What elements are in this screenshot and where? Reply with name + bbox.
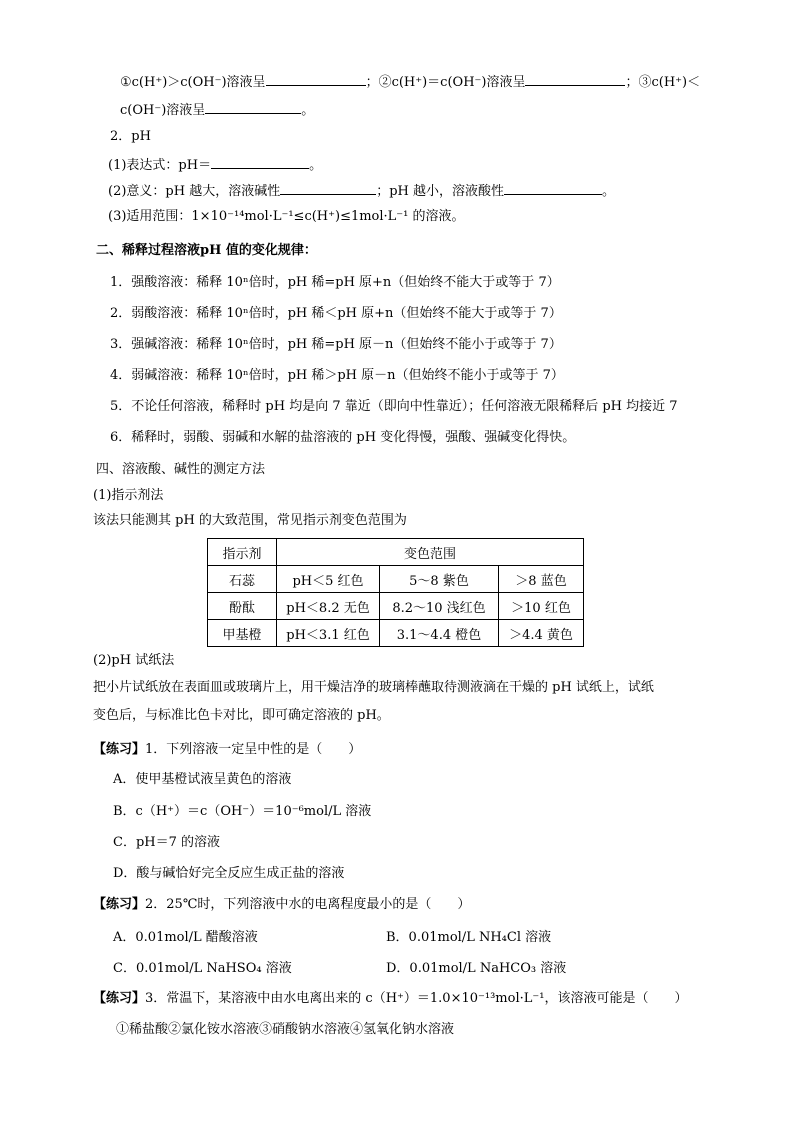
exercise-3-question — [93, 990, 687, 1008]
indicator-method-desc: 该法只能测其 pH 的大致范围，常见指示剂变色范围为 — [93, 513, 407, 528]
exercise-tag: 【练习】 — [93, 897, 146, 912]
case-1-text: ①c(H⁺)＞c(OH⁻)溶液呈 — [120, 75, 266, 90]
table-cell: 8.2～10 浅红色 — [380, 593, 499, 620]
case-3-cont: c(OH⁻)溶液呈 — [120, 103, 206, 118]
dilution-item-5: 5．不论任何溶液，稀释时 pH 均是向 7 靠近（即向中性靠近）；任何溶液无限稀释后 pH 均接近 7 — [110, 399, 678, 414]
dilution-item-6: 6．稀释时，弱酸、弱碱和水解的盐溶液的 pH 变化得慢，强酸、强碱变化得快。 — [110, 430, 576, 445]
table-cell: ＞4.4 黄色 — [499, 620, 584, 647]
exercise-2-option-d: D．0.01mol/L NaHCO₃ 溶液 — [386, 961, 567, 976]
exercise-1-option-b: B．c（H⁺）＝c（OH⁻）＝10⁻⁶mol/L 溶液 — [113, 804, 372, 819]
exercise-1-question — [93, 741, 361, 759]
table-cell: 甲基橙 — [208, 620, 277, 647]
table-header-cell: 变色范围 — [277, 539, 584, 566]
period: 。 — [301, 103, 315, 118]
exercise-question-text: 2．25℃时，下列溶液中水的电离程度最小的是（ ） — [145, 897, 471, 912]
dilution-item-1: 1．强酸溶液：稀释 10ⁿ倍时，pH 稀=pH 原+n（但始终不能大于或等于 7） — [110, 275, 560, 290]
ph-heading: 2．pH — [110, 129, 151, 144]
ph-paper-method-desc-1: 把小片试纸放在表面皿或玻璃片上，用干燥洁净的玻璃棒蘸取待测液滴在干燥的 pH 试纸上，试纸 — [93, 680, 654, 695]
ph-paper-method-title: (2)pH 试纸法 — [93, 653, 175, 668]
exercise-2-question — [93, 896, 470, 914]
case-3-text: ；③c(H⁺)＜ — [625, 75, 701, 90]
period: 。 — [309, 158, 323, 173]
dilution-item-3: 3．强碱溶液：稀释 10ⁿ倍时，pH 稀=pH 原－n（但始终不能小于或等于 7） — [110, 337, 562, 352]
table-row — [208, 620, 584, 647]
acidity-line-1 — [120, 73, 700, 92]
ph-expression-line — [108, 156, 322, 175]
exercise-1-option-c: C．pH＝7 的溶液 — [113, 835, 221, 850]
answer-blank-1 — [266, 73, 366, 86]
exercise-2-option-c: C．0.01mol/L NaHSO₄ 溶液 — [113, 961, 292, 976]
period: 。 — [602, 184, 616, 199]
measure-heading: 四、溶液酸、碱性的测定方法 — [96, 462, 266, 477]
indicator-method-title: (1)指示剂法 — [93, 488, 164, 503]
table-header-row — [208, 539, 584, 566]
answer-blank-5 — [280, 182, 376, 195]
acidity-line-2 — [120, 101, 314, 120]
ph-meaning-line — [108, 182, 615, 201]
ph-meaning-label-2: ；pH 越小，溶液酸性 — [376, 184, 505, 199]
exercise-3-options: ①稀盐酸②氯化铵水溶液③硝酸钠水溶液④氢氧化钠水溶液 — [116, 1022, 455, 1037]
table-row — [208, 593, 584, 620]
table-cell: 3.1～4.4 橙色 — [380, 620, 499, 647]
case-2-text: ；②c(H⁺)＝c(OH⁻)溶液呈 — [365, 75, 526, 90]
ph-meaning-label: (2)意义：pH 越大，溶液碱性 — [108, 184, 281, 199]
table-cell: 5～8 紫色 — [380, 566, 499, 593]
table-cell: 石蕊 — [208, 566, 277, 593]
exercise-2-option-b: B．0.01mol/L NH₄Cl 溶液 — [386, 930, 552, 945]
table-cell: ＞10 红色 — [499, 593, 584, 620]
dilution-heading: 二、稀释过程溶液pH 值的变化规律： — [96, 243, 317, 258]
ph-paper-method-desc-2: 变色后，与标准比色卡对比，即可确定溶液的 pH。 — [93, 708, 390, 723]
table-cell: ＞8 蓝色 — [499, 566, 584, 593]
dilution-item-2: 2．弱酸溶液：稀释 10ⁿ倍时，pH 稀＜pH 原+n（但始终不能大于或等于 7） — [110, 306, 562, 321]
exercise-1-option-a: A．使甲基橙试液呈黄色的溶液 — [113, 772, 292, 787]
table-cell: pH＜5 红色 — [277, 566, 380, 593]
table-row — [208, 566, 584, 593]
exercise-tag: 【练习】 — [93, 742, 146, 757]
answer-blank-4 — [211, 156, 309, 169]
exercise-question-text: 3．常温下，某溶液中由水电离出来的 c（H⁺）＝1.0×10⁻¹³mol·L⁻¹，该溶液可能是（ ） — [145, 991, 688, 1006]
exercise-2-option-a: A．0.01mol/L 醋酸溶液 — [113, 930, 258, 945]
exercise-1-option-d: D．酸与碱恰好完全反应生成正盐的溶液 — [113, 866, 345, 881]
answer-blank-2 — [525, 73, 625, 86]
ph-range-line: (3)适用范围：1×10⁻¹⁴mol·L⁻¹≤c(H⁺)≤1mol·L⁻¹ 的溶液。 — [108, 209, 465, 224]
table-cell: pH＜3.1 红色 — [277, 620, 380, 647]
ph-expression-label: (1)表达式：pH＝ — [108, 158, 212, 173]
exercise-tag: 【练习】 — [93, 991, 146, 1006]
answer-blank-6 — [504, 182, 602, 195]
indicator-table — [207, 538, 584, 647]
dilution-item-4: 4．弱碱溶液：稀释 10ⁿ倍时，pH 稀＞pH 原－n（但始终不能小于或等于 7） — [110, 368, 564, 383]
table-cell: pH＜8.2 无色 — [277, 593, 380, 620]
table-header-cell: 指示剂 — [208, 539, 277, 566]
answer-blank-3 — [205, 101, 301, 114]
table-cell: 酚酞 — [208, 593, 277, 620]
exercise-question-text: 1．下列溶液一定呈中性的是（ ） — [145, 742, 362, 757]
